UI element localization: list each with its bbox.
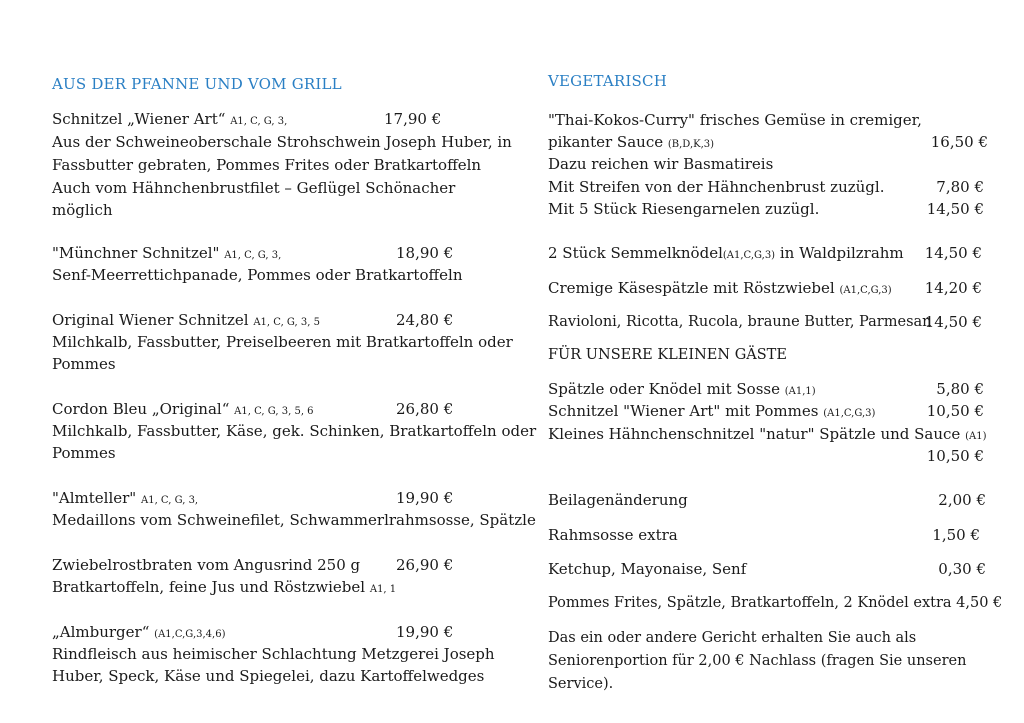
- menu-item-desc: Pommes: [52, 355, 116, 373]
- senior-note: Das ein oder andere Gericht erhalten Sie auch als: [548, 630, 917, 646]
- menu-item-name: 2 Stück Semmelknödel(A1,C,G,3) in Waldpilzrahm: [548, 244, 904, 262]
- menu-item-name: "Thai-Kokos-Curry" frisches Gemüse in cremiger,: [548, 111, 922, 129]
- menu-item-name: "Münchner Schnitzel" A1, C, G, 3,: [52, 244, 282, 262]
- menu-item-addon: Mit 5 Stück Riesengarnelen zuzügl.: [548, 200, 820, 218]
- menu-item-desc: Fassbutter gebraten, Pommes Frites oder Bratkartoffeln: [52, 156, 482, 174]
- heading-pfanne-grill: AUS DER PFANNE UND VOM GRILL: [52, 75, 342, 93]
- menu-item-desc: Rindfleisch aus heimischer Schlachtung Metzgerei Joseph: [52, 645, 495, 663]
- heading-kids: FÜR UNSERE KLEINEN GÄSTE: [548, 347, 787, 363]
- menu-item-name: „Almburger“ (A1,C,G,3,4,6): [52, 623, 226, 641]
- menu-item-price: 26,80 €: [396, 400, 454, 418]
- extra-item-name: Beilagenänderung: [548, 491, 688, 509]
- menu-item-price: 19,90 €: [396, 623, 454, 641]
- kids-item-name: Schnitzel "Wiener Art" mit Pommes (A1,C,G,3): [548, 402, 876, 420]
- menu-item-desc: Auch vom Hähnchenbrustfilet – Geflügel Schönacher: [52, 179, 456, 197]
- menu-item-price: 14,20 €: [924, 279, 982, 297]
- menu-item-price: 14,50 €: [924, 244, 982, 262]
- menu-item-addon: Mit Streifen von der Hähnchenbrust zuzügl.: [548, 178, 885, 196]
- menu-item-desc: Aus der Schweineoberschale Strohschwein Joseph Huber, in: [52, 133, 512, 151]
- heading-vegetarisch: VEGETARISCH: [548, 72, 667, 90]
- menu-item-name: pikanter Sauce (B,D,K,3): [548, 133, 715, 151]
- menu-item-desc: Milchkalb, Fassbutter, Käse, gek. Schinken, Bratkartoffeln oder: [52, 422, 537, 440]
- extra-item-price: 2,00 €: [938, 491, 986, 509]
- menu-item-price: 17,90 €: [384, 110, 442, 128]
- menu-item-price: 14,50 €: [926, 200, 984, 218]
- menu-item-name: "Almteller" A1, C, G, 3,: [52, 489, 199, 507]
- menu-item-desc: Pommes: [52, 444, 116, 462]
- sides-extra-line: Pommes Frites, Spätzle, Bratkartoffeln, 2 Knödel extra 4,50 €: [548, 595, 1003, 611]
- extra-item-price: 1,50 €: [932, 526, 980, 544]
- menu-item-desc: Senf-Meerrettichpanade, Pommes oder Bratkartoffeln: [52, 266, 463, 284]
- menu-item-desc: Medaillons vom Schweinefilet, Schwammerlrahmsosse, Spätzle: [52, 511, 536, 529]
- menu-item-name: Zwiebelrostbraten vom Angusrind 250 g: [52, 556, 361, 574]
- menu-item-price: 18,90 €: [396, 244, 454, 262]
- menu-item-price: 16,50 €: [930, 133, 988, 151]
- menu-item-name: Ravioloni, Ricotta, Rucola, braune Butter, Parmesan: [548, 314, 932, 330]
- extra-item-name: Ketchup, Mayonaise, Senf: [548, 560, 747, 578]
- kids-item-price: 10,50 €: [926, 402, 984, 420]
- menu-item-price: 26,90 €: [396, 556, 454, 574]
- menu-item-name: Cremige Käsespätzle mit Röstzwiebel (A1,C,G,3): [548, 279, 892, 297]
- kids-item-name: Spätzle oder Knödel mit Sosse (A1,1): [548, 380, 816, 398]
- extra-item-price: 0,30 €: [938, 560, 986, 578]
- menu-item-desc: Milchkalb, Fassbutter, Preiselbeeren mit Bratkartoffeln oder: [52, 333, 513, 351]
- menu-item-price: 14,50 €: [924, 313, 982, 331]
- menu-item-desc: Huber, Speck, Käse und Spiegelei, dazu Kartoffelwedges: [52, 667, 485, 685]
- menu-item-desc: Dazu reichen wir Basmatireis: [548, 155, 774, 173]
- extra-item-name: Rahmsosse extra: [548, 526, 678, 544]
- menu-item-price: 19,90 €: [396, 489, 454, 507]
- menu-item-name: Cordon Bleu „Original“ A1, C, G, 3, 5, 6: [52, 400, 314, 418]
- menu-item-price: 7,80 €: [936, 178, 984, 196]
- menu-item-desc: Bratkartoffeln, feine Jus und Röstzwiebel A1, 1: [52, 578, 397, 596]
- senior-note: Seniorenportion für 2,00 € Nachlass (fragen Sie unseren: [548, 653, 967, 669]
- kids-item-price: 10,50 €: [926, 447, 984, 465]
- kids-item-name: Kleines Hähnchenschnitzel "natur" Spätzle und Sauce (A1): [548, 425, 987, 443]
- menu-item-name: Schnitzel „Wiener Art“ A1, C, G, 3,: [52, 110, 288, 128]
- menu-item-name: Original Wiener Schnitzel A1, C, G, 3, 5: [52, 311, 320, 329]
- menu-item-price: 24,80 €: [396, 311, 454, 329]
- senior-note: Service).: [548, 676, 614, 692]
- menu-item-desc: möglich: [52, 201, 113, 219]
- kids-item-price: 5,80 €: [936, 380, 984, 398]
